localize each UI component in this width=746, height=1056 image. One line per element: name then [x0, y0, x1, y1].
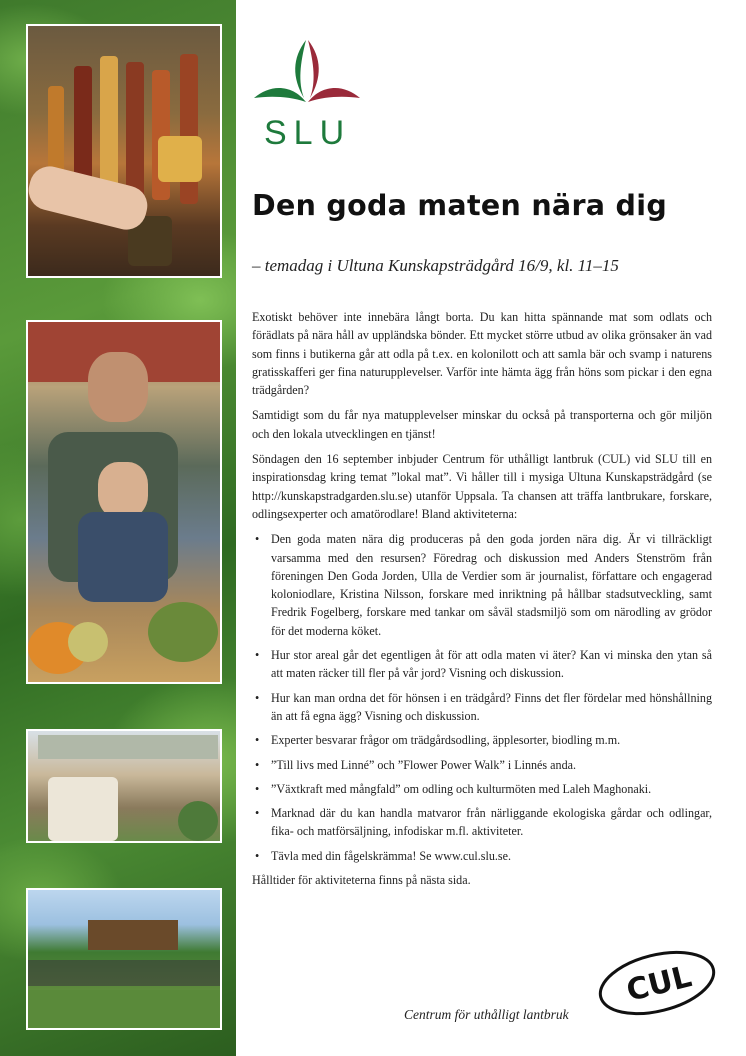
list-item: • Marknad där du kan handla matvaror från närliggande ekologiska gårdar och odlingar, fika- och matförsäljning, infodiskar m.fl. aktiviteter.	[271, 804, 712, 841]
activities-list	[252, 530, 712, 865]
page-subtitle: – temadag i Ultuna Kunskapsträdgård 16/9, kl. 11–15	[252, 256, 619, 275]
list-item: • ”Växtkraft med mångfald” om odling och kulturmöten med Laleh Maghonaki.	[271, 780, 712, 798]
list-item: • Tävla med din fågelskrämma! Se www.cul.slu.se.	[271, 847, 712, 865]
cul-logo-text: CUL	[623, 959, 696, 1009]
footer-organization: Centrum för uthålligt lantbruk	[404, 1007, 569, 1022]
list-item: • Hur kan man ordna det för hönsen i en trädgård? Finns det fler fördelar med hönshållning än att få egna ägg? Visning och diskussion.	[271, 689, 712, 726]
closing-note: Hålltider för aktiviteterna finns på nästa sida.	[252, 873, 471, 888]
leaf-background	[0, 0, 236, 1056]
list-item: • ”Till livs med Linné” och ”Flower Power Walk” i Linnés anda.	[271, 756, 712, 774]
invitation-paragraph: Söndagen den 16 september inbjuder Centrum för uthålligt lantbruk (CUL) vid SLU till en inspirationsdag kring temat ”lokal mat”. Vi håller till i mysiga Ultuna Kunskapsträdgård (se http://kunskapstradgarden.slu.se) utanför Uppsala. Ta chansen att träffa lantbrukare, forskare, odlingsexperter och amatörodlare! Bland aktiviteterna:	[252, 452, 712, 521]
photo-father-and-son	[26, 320, 222, 684]
list-item: • Experter besvarar frågor om trädgårdsodling, äpplesorter, biodling m.m.	[271, 731, 712, 749]
photo-preserves-jars	[26, 24, 222, 278]
photo-audience-lawn	[26, 888, 222, 1030]
article-body	[252, 308, 712, 896]
list-item: • Hur stor areal går det egentligen åt för att odla maten vi äter? Kan vi minska den ytan så att maten räcker till fler på vår jord? Visning och diskussion.	[271, 646, 712, 683]
environment-paragraph: Samtidigt som du får nya matupplevelser minskar du också på transporterna och gör miljön och den lokala utvecklingen en tjänst!	[252, 408, 712, 441]
photo-garden-tent	[26, 729, 222, 843]
slu-logo-text: SLU	[264, 114, 352, 152]
cul-logo-icon	[596, 950, 718, 1016]
page-title: Den goda maten nära dig	[252, 189, 668, 222]
list-item: • Den goda maten nära dig produceras på den goda jorden nära dig. Är vi tillräckligt varsamma med den resursen? Föredrag och diskussion med Anders Stenström från föreningen Den Goda Jorden, Ulla de Verdier som är journalist, författare och engagerad koloniodlare, Kristina Nilsson, forskare med inriktning på hållbar stadsutveckling, samt Fredrik Fogelberg, forskare med tankar om såväl stadsmiljö som om närodling av grödor för det moderna köket.	[271, 530, 712, 640]
intro-paragraph: Exotiskt behöver inte innebära långt borta. Du kan hitta spännande mat som odlats och förädlats på nära håll av uppländska bönder. Ett mycket större utbud av olika grönsaker än vad som finns i butikerna går att odla på t.ex. en kolonilott och att samla bär och svamp i naturens gratisskafferi ger fina naturupplevelser. Varför inte hämta ägg från höns som pickar i den egna trädgården?	[252, 310, 712, 398]
